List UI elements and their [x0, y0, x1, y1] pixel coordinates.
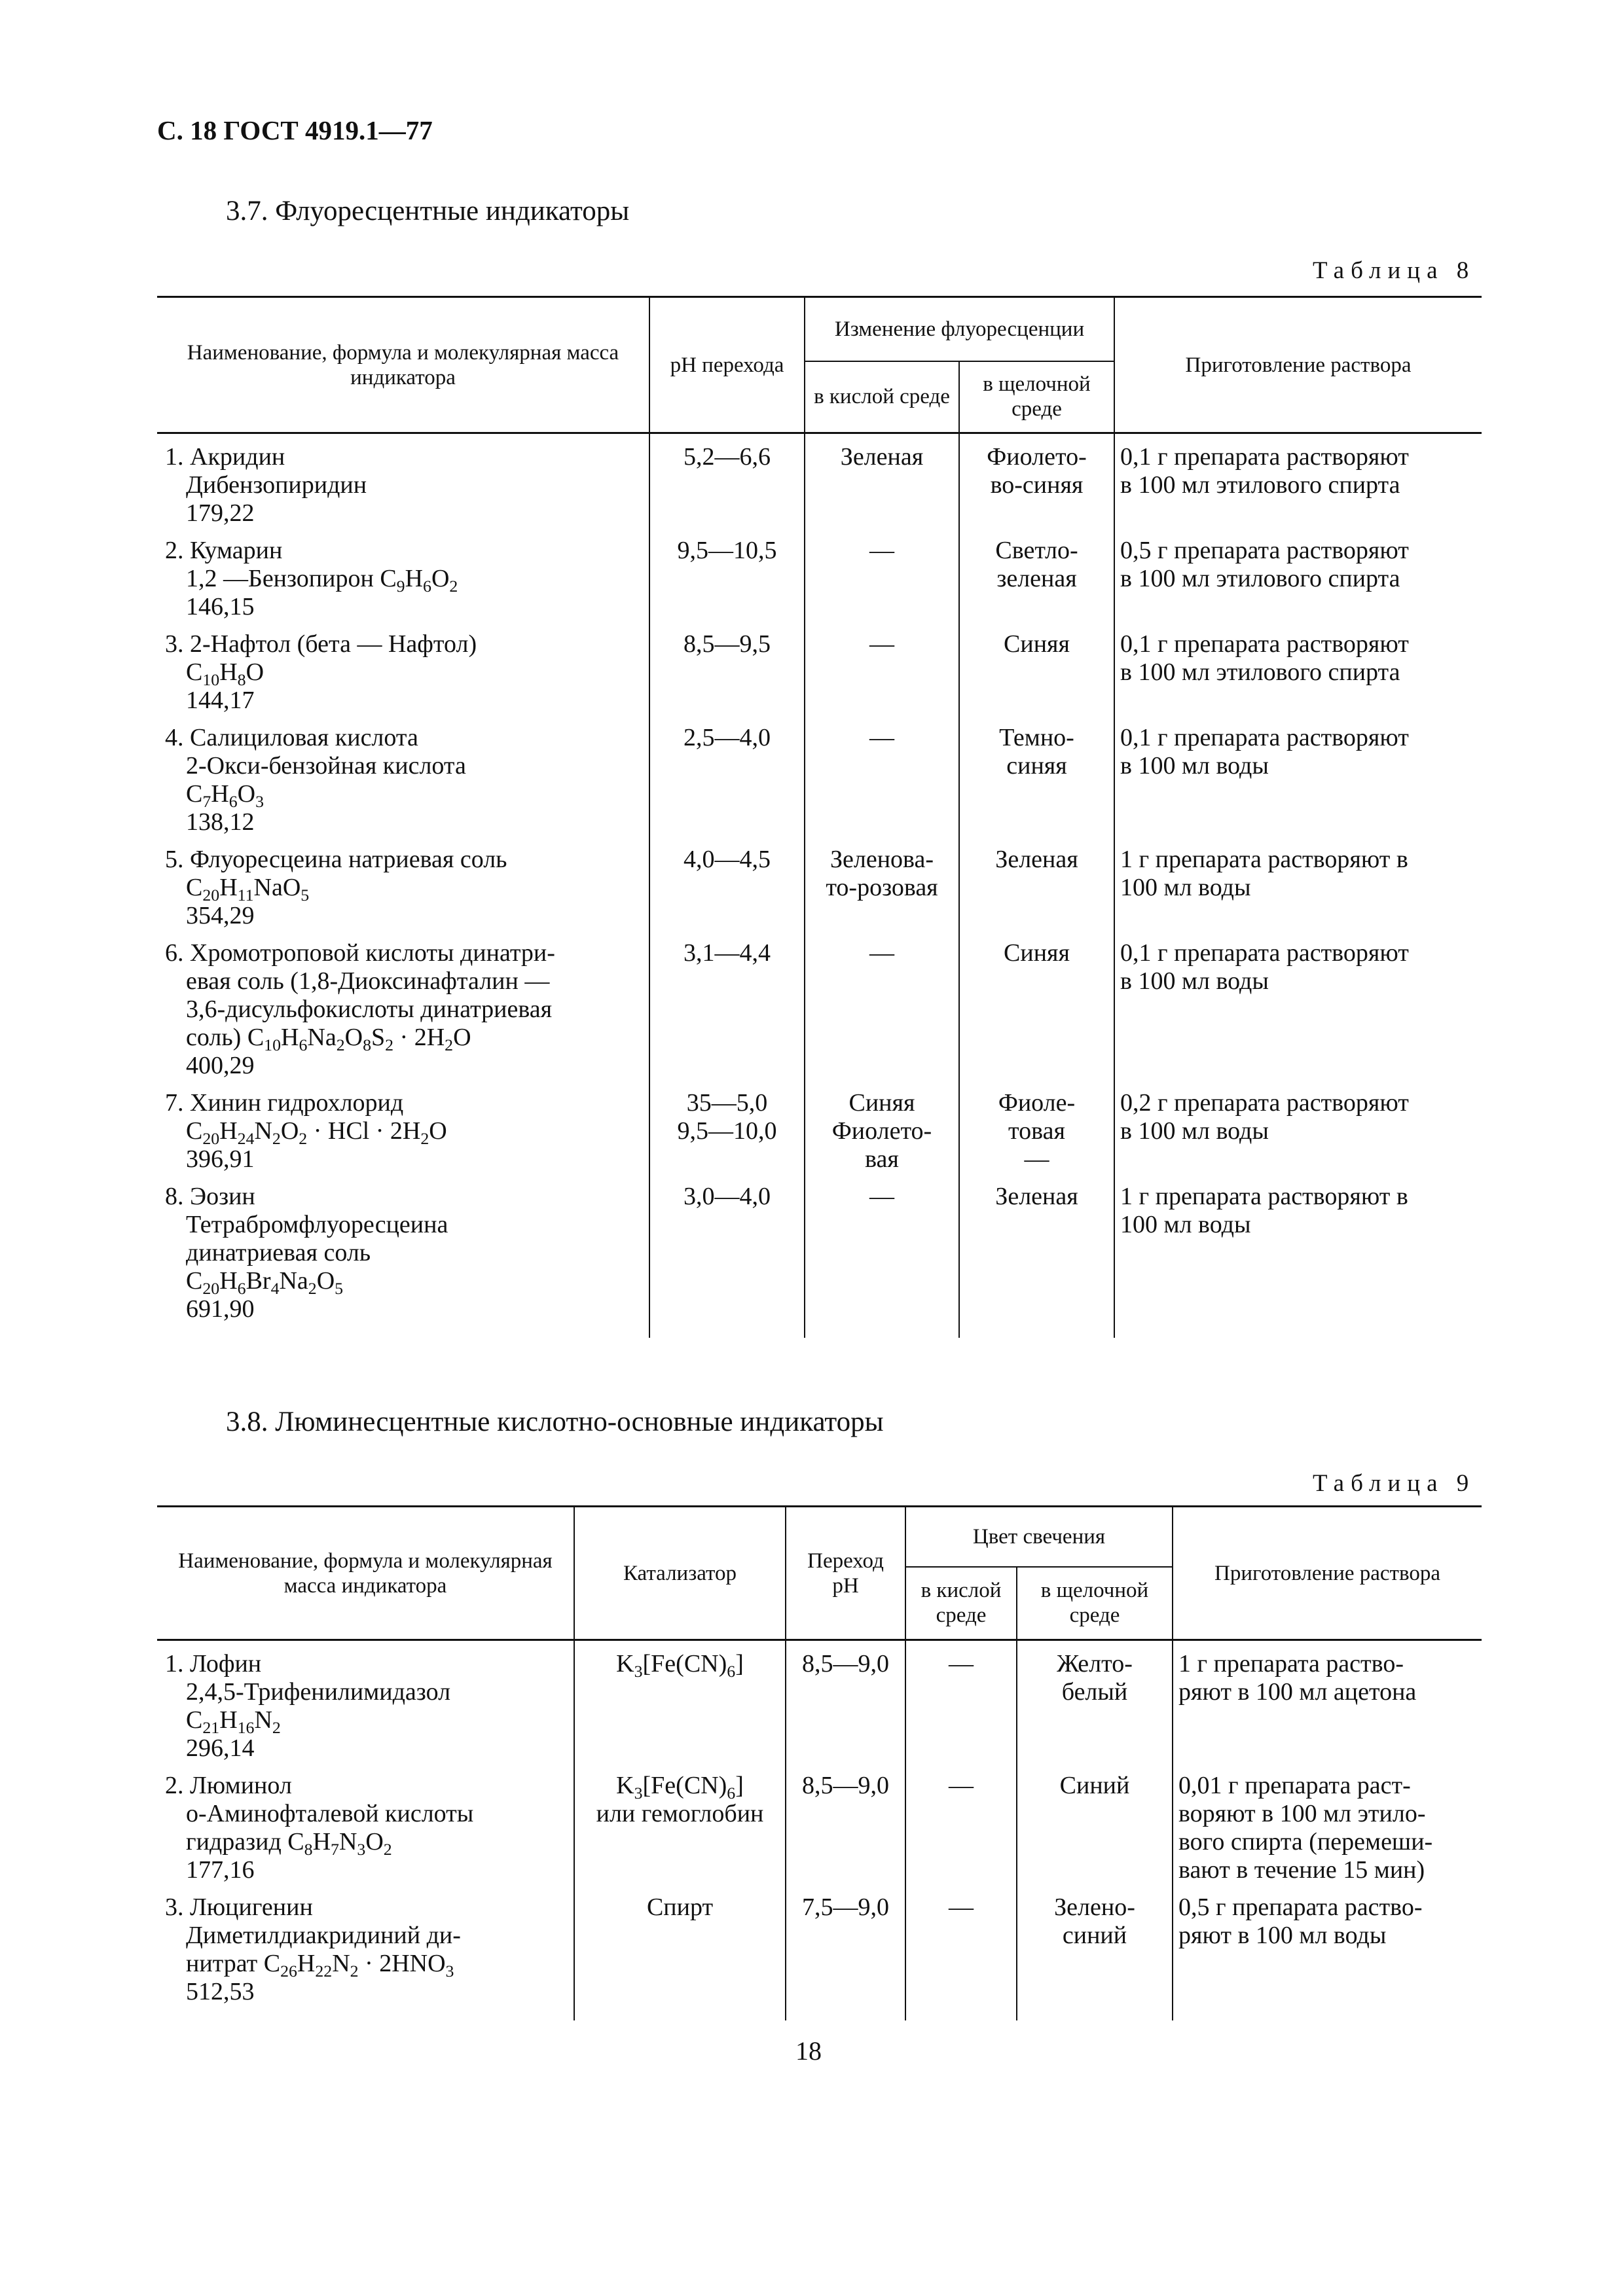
t9-alk	[1017, 1763, 1173, 1884]
t8-alk-line: Синяя	[1004, 630, 1070, 658]
t9-name-line: нитрат $C_{26}H_{22}N_2 \cdot 2HNO_3$	[186, 1950, 454, 1981]
t9-cat-line: Спирт	[646, 1893, 714, 1921]
t8-acid-line: —	[869, 630, 894, 658]
t8-ph	[649, 836, 805, 930]
t8-name	[157, 621, 649, 715]
t8-alk-line: Синяя	[1004, 939, 1070, 967]
t8-alk-line: Светло-	[995, 537, 1078, 564]
t9-acid	[905, 1763, 1017, 1884]
t9-header-prep: Приготовление раствора	[1173, 1507, 1482, 1640]
t8-name	[157, 433, 649, 528]
t8-alk	[959, 1174, 1114, 1323]
t8-name-line: 144,17	[186, 687, 255, 714]
t8-acid	[805, 1174, 959, 1323]
t9-cat-line: или гемоглобин	[596, 1800, 764, 1827]
t9-row	[157, 1640, 1482, 1763]
t9-row	[157, 1884, 1482, 2006]
t8-alk-line: Фиоле-	[998, 1089, 1076, 1117]
t8-name-line: Тетрабромфлуоресцеина	[186, 1211, 448, 1238]
t8-name-line: 396,91	[186, 1145, 255, 1173]
t8-acid-line: Синяя	[848, 1089, 915, 1117]
t8-name-line: 1. Акридин	[165, 443, 285, 471]
t9-name-line: 2. Люминол	[165, 1772, 292, 1799]
t8-acid-line: —	[869, 724, 894, 751]
t8-prep	[1114, 836, 1482, 930]
t9-header-glow: Цвет свечения	[905, 1507, 1173, 1567]
t9-acid-line: —	[949, 1893, 974, 1921]
t8-name-line: 4. Салициловая кислота	[165, 724, 418, 751]
t8-prep-line: в 100 мл этилового спирта	[1120, 471, 1400, 499]
t9-header-catalyst: Катализатор	[574, 1507, 786, 1640]
t8-prep-line: 100 мл воды	[1120, 1211, 1251, 1238]
t9-name-line: 1. Лофин	[165, 1650, 262, 1677]
t9-acid-line: —	[949, 1772, 974, 1799]
t8-name	[157, 715, 649, 836]
page-number: 18	[795, 2036, 822, 2066]
t8-spacer	[1114, 1323, 1482, 1338]
t8-name-line: 2. Кумарин	[165, 537, 283, 564]
t8-prep	[1114, 528, 1482, 621]
t8-acid	[805, 836, 959, 930]
t9-prep-line: 0,01 г препарата раст-	[1178, 1772, 1411, 1799]
t9-alk-line: Желто-	[1057, 1650, 1133, 1677]
t9-name	[157, 1640, 574, 1763]
t8-header-name: Наименование, формула и молекулярная масса индикатора	[187, 340, 619, 389]
t8-ph-line: 35—5,0	[686, 1089, 768, 1117]
t8-prep-line: 1 г препарата растворяют в	[1120, 846, 1408, 873]
t8-header-prep: Приготовление раствора	[1114, 297, 1482, 433]
t8-alk-line: Фиолето-	[987, 443, 1087, 471]
t8-spacer	[959, 1323, 1114, 1338]
t8-body	[157, 433, 1482, 1338]
t8-name-line: 8. Эозин	[165, 1183, 255, 1210]
t9-cat-line: $K_3[Fe(CN)_6]$	[616, 1650, 744, 1681]
t9-prep-line: 0,5 г препарата раство-	[1178, 1893, 1423, 1921]
t8-name-line: динатриевая соль	[186, 1239, 371, 1266]
t8-ph	[649, 715, 805, 836]
t9-name-line: о-Аминофталевой кислоты	[186, 1800, 474, 1827]
t8-prep-line: в 100 мл этилового спирта	[1120, 565, 1400, 592]
t8-name-line: 179,22	[186, 499, 255, 527]
t8-name-line: Дибензопиридин	[186, 471, 367, 499]
t8-name-line: $C_{10}H_8O$	[186, 658, 264, 689]
t9-spacer	[786, 2006, 905, 2020]
t8-prep	[1114, 1080, 1482, 1174]
table-caption-8: Таблица 8	[1313, 257, 1476, 284]
table-8	[157, 296, 1482, 1338]
t8-spacer	[805, 1323, 959, 1338]
t9-acid-line: —	[949, 1650, 974, 1677]
t9-ph	[786, 1884, 905, 2006]
t8-name	[157, 930, 649, 1080]
t9-prep-line: вают в течение 15 мин)	[1178, 1856, 1425, 1884]
t8-alk-line: зеленая	[996, 565, 1077, 592]
t9-spacer-row	[157, 2006, 1482, 2020]
t8-name-line: 2-Окси-бензойная кислота	[186, 752, 466, 780]
t9-row	[157, 1763, 1482, 1884]
t8-alk	[959, 433, 1114, 528]
t8-name-line: 6. Хромотроповой кислоты динатри-	[165, 939, 555, 967]
t9-cat	[574, 1763, 786, 1884]
table-caption-9: Таблица 9	[1313, 1470, 1476, 1497]
t9-name	[157, 1884, 574, 2006]
t8-alk	[959, 715, 1114, 836]
t8-name-line: 691,90	[186, 1295, 255, 1323]
t9-cat	[574, 1640, 786, 1763]
t8-acid	[805, 528, 959, 621]
t9-cat-line: $K_3[Fe(CN)_6]$	[616, 1772, 744, 1803]
t8-alk-line: Зеленая	[995, 1183, 1078, 1210]
t9-prep	[1173, 1640, 1482, 1763]
t9-name-line: Диметилдиакридиний ди-	[186, 1922, 461, 1949]
t9-cat	[574, 1884, 786, 2006]
t9-body	[157, 1640, 1482, 2021]
t8-ph-line: 9,5—10,0	[677, 1117, 777, 1145]
t9-name-line: 3. Люцигенин	[165, 1893, 313, 1921]
t8-prep-line: 100 мл воды	[1120, 874, 1251, 901]
t8-alk	[959, 836, 1114, 930]
t8-alk	[959, 528, 1114, 621]
t8-ph-line: 8,5—9,5	[684, 630, 771, 658]
t8-alk	[959, 930, 1114, 1080]
t9-header-alkaline: в щелочной среде	[1017, 1567, 1173, 1640]
t9-spacer	[157, 2006, 574, 2020]
t8-prep-line: 0,5 г препарата растворяют	[1120, 537, 1409, 564]
t9-acid	[905, 1884, 1017, 2006]
t8-row	[157, 1174, 1482, 1323]
t8-acid-line: Фиолето-	[831, 1117, 932, 1145]
t8-prep	[1114, 930, 1482, 1080]
t9-alk-line: синий	[1062, 1922, 1127, 1949]
t8-alk	[959, 621, 1114, 715]
t9-name-line: 177,16	[186, 1856, 255, 1884]
t8-ph-line: 4,0—4,5	[684, 846, 771, 873]
t8-acid	[805, 715, 959, 836]
t9-prep	[1173, 1763, 1482, 1884]
t8-ph	[649, 1080, 805, 1174]
t8-header-alkaline: в щелочной среде	[959, 361, 1114, 433]
t9-ph-line: 8,5—9,0	[802, 1650, 889, 1677]
t9-ph-line: 8,5—9,0	[802, 1772, 889, 1799]
t8-acid	[805, 621, 959, 715]
t8-row	[157, 715, 1482, 836]
t9-name-line: гидразид $C_8H_7N_3O_2$	[186, 1828, 392, 1859]
t8-name-line: евая соль (1,8-Диоксинафталин —	[186, 967, 550, 995]
t8-prep-line: 0,2 г препарата растворяют	[1120, 1089, 1409, 1117]
t8-prep	[1114, 715, 1482, 836]
t8-name-line: $C_7H_6O_3$	[186, 780, 264, 811]
t8-alk-line: Зеленая	[995, 846, 1078, 873]
t8-prep-line: 1 г препарата растворяют в	[1120, 1183, 1408, 1210]
t8-prep-line: 0,1 г препарата растворяют	[1120, 724, 1409, 751]
t8-name-line: 3,6-дисульфокислоты динатриевая	[186, 996, 553, 1023]
t9-prep-line: ряют в 100 мл ацетона	[1178, 1678, 1417, 1706]
t8-ph-line: 2,5—4,0	[684, 724, 771, 751]
t9-name-line: $C_{21}H_{16}N_2$	[186, 1706, 281, 1737]
page-header: С. 18 ГОСТ 4919.1—77	[157, 115, 433, 145]
t9-alk-line: Зелено-	[1054, 1893, 1135, 1921]
t8-acid-line: Зеленова-	[830, 846, 934, 873]
t9-ph-line: 7,5—9,0	[802, 1893, 889, 1921]
t8-header-change: Изменение флуоресценции	[805, 297, 1114, 361]
t8-alk-line: товая	[1008, 1117, 1065, 1145]
t9-prep-line: ряют в 100 мл воды	[1178, 1922, 1387, 1949]
t8-spacer-row	[157, 1323, 1482, 1338]
t8-alk-line: во-синяя	[990, 471, 1084, 499]
t8-prep	[1114, 621, 1482, 715]
t8-ph	[649, 433, 805, 528]
t8-prep-line: 0,1 г препарата растворяют	[1120, 443, 1409, 471]
t8-acid-line: Зеленая	[840, 443, 924, 471]
t9-prep	[1173, 1884, 1482, 2006]
t8-name-line: 3. 2-Нафтол (бета — Нафтол)	[165, 630, 477, 658]
t8-name	[157, 528, 649, 621]
t8-name-line: 7. Хинин гидрохлорид	[165, 1089, 404, 1117]
t9-header-name: Наименование, формула и молекулярная масса индикатора	[178, 1549, 553, 1598]
t9-alk-line: белый	[1061, 1678, 1128, 1706]
t9-alk-line: Синий	[1059, 1772, 1130, 1799]
section-title-3-8: 3.8. Люминесцентные кислотно-основные индикаторы	[226, 1407, 884, 1437]
t8-name-line: $C_{20}H_6Br_4Na_2O_5$	[186, 1267, 344, 1298]
t8-prep	[1114, 1174, 1482, 1323]
t8-ph	[649, 621, 805, 715]
t8-ph-line: 5,2—6,6	[684, 443, 771, 471]
t8-acid-line: —	[869, 537, 894, 564]
t8-acid-line: то-розовая	[826, 874, 938, 901]
t8-spacer	[649, 1323, 805, 1338]
t9-header-acid: в кислой среде	[905, 1567, 1017, 1640]
t8-alk-line: —	[1024, 1145, 1049, 1173]
t8-row	[157, 930, 1482, 1080]
t8-name	[157, 836, 649, 930]
t8-row	[157, 433, 1482, 528]
t8-name-line: соль) $C_{10}H_6Na_2O_8S_2 \cdot 2H_2O$	[186, 1024, 471, 1054]
t9-spacer	[1173, 2006, 1482, 2020]
t8-row	[157, 836, 1482, 930]
t9-header-ph: Переход pH	[786, 1507, 905, 1640]
t8-prep	[1114, 433, 1482, 528]
t8-acid	[805, 433, 959, 528]
t8-prep-line: в 100 мл воды	[1120, 752, 1269, 780]
t8-acid-line: —	[869, 939, 894, 967]
t8-name	[157, 1080, 649, 1174]
t9-prep-line: воряют в 100 мл этило-	[1178, 1800, 1426, 1827]
t8-ph-line: 3,0—4,0	[684, 1183, 771, 1210]
t9-ph	[786, 1640, 905, 1763]
t8-name-line: 1,2 —Бензопирон $C_9H_6O_2$	[186, 565, 458, 596]
t8-row	[157, 528, 1482, 621]
t8-name-line: 138,12	[186, 808, 255, 836]
t8-ph	[649, 930, 805, 1080]
t8-row	[157, 1080, 1482, 1174]
t8-alk	[959, 1080, 1114, 1174]
t8-ph-line: 9,5—10,5	[677, 537, 777, 564]
t9-alk	[1017, 1640, 1173, 1763]
table-9	[157, 1505, 1482, 2020]
t8-acid	[805, 930, 959, 1080]
t9-prep-line: 1 г препарата раство-	[1178, 1650, 1404, 1677]
t9-name-line: 512,53	[186, 1978, 255, 2005]
t8-acid-line: —	[869, 1183, 894, 1210]
t8-name-line: 400,29	[186, 1052, 255, 1079]
t8-spacer	[157, 1323, 649, 1338]
t8-alk-line: Темно-	[999, 724, 1074, 751]
t8-prep-line: в 100 мл воды	[1120, 1117, 1269, 1145]
t8-acid	[805, 1080, 959, 1174]
t8-ph	[649, 528, 805, 621]
t9-spacer	[1017, 2006, 1173, 2020]
t8-prep-line: в 100 мл воды	[1120, 967, 1269, 995]
t9-alk	[1017, 1884, 1173, 2006]
t9-name-line: 296,14	[186, 1734, 255, 1762]
t8-alk-line: синяя	[1006, 752, 1067, 780]
t8-name	[157, 1174, 649, 1323]
t9-spacer	[905, 2006, 1017, 2020]
t8-header-ph: pH перехода	[649, 297, 805, 433]
t9-spacer	[574, 2006, 786, 2020]
t8-prep-line: 0,1 г препарата растворяют	[1120, 939, 1409, 967]
t8-name-line: 354,29	[186, 902, 255, 929]
t9-name-line: 2,4,5-Трифенилимидазол	[186, 1678, 451, 1706]
t8-prep-line: в 100 мл этилового спирта	[1120, 658, 1400, 686]
t8-name-line: $C_{20}H_{24}N_2O_2$ · HCl · $2H_2O$	[186, 1117, 447, 1148]
t9-name	[157, 1763, 574, 1884]
t9-ph	[786, 1763, 905, 1884]
t8-row	[157, 621, 1482, 715]
t8-ph	[649, 1174, 805, 1323]
t8-ph-line: 3,1—4,4	[684, 939, 771, 967]
t8-name-line: 5. Флуоресцеина натриевая соль	[165, 846, 507, 873]
t9-prep-line: вого спирта (перемеши-	[1178, 1828, 1433, 1856]
t8-header-acid: в кислой среде	[805, 361, 959, 433]
t8-name-line: $C_{20}H_{11}NaO_5$	[186, 874, 310, 905]
section-title-3-7: 3.7. Флуоресцентные индикаторы	[226, 196, 630, 226]
t8-acid-line: вая	[865, 1145, 899, 1173]
t9-acid	[905, 1640, 1017, 1763]
t8-name-line: 146,15	[186, 593, 255, 620]
t8-prep-line: 0,1 г препарата растворяют	[1120, 630, 1409, 658]
